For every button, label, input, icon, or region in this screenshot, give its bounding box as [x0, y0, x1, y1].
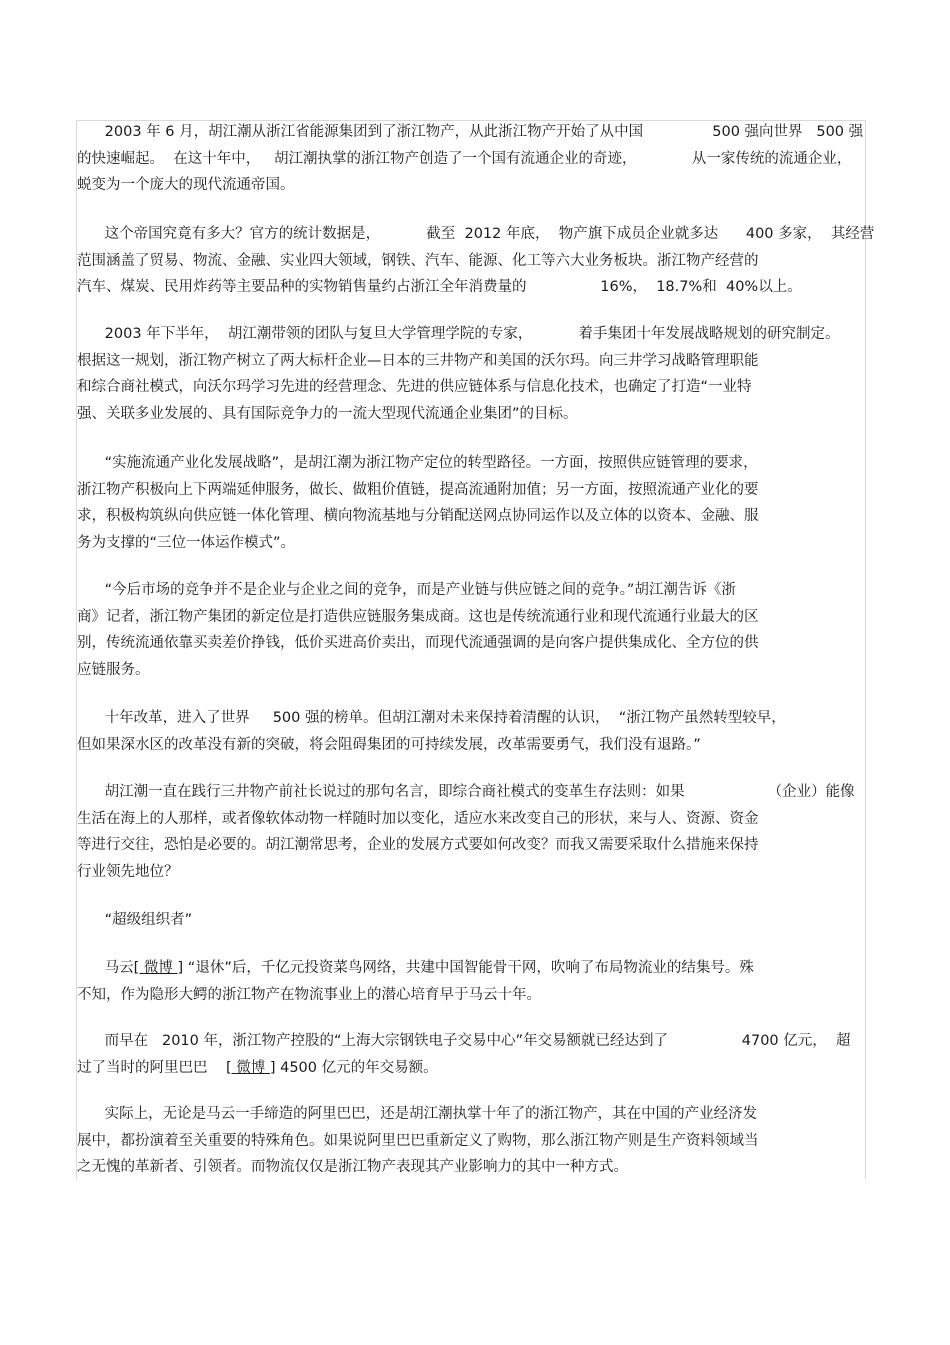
text-line: 这个帝国究竟有多大？官方的统计数据是， 截至 2012 年底， 物产旗下成员企业就多达 400 多家， 其经营 — [77, 226, 875, 242]
text-line: “今后市场的竞争并不是企业与企业之间的竞争，而是产业链与供应链之间的竞争。”胡江潮告诉《浙 — [77, 582, 736, 598]
paragraph-6 — [77, 705, 797, 758]
text-line: 根据这一规划，浙江物产树立了两大标杆企业—日本的三井物产和美国的沃尔玛。向三井学习战略管理职能 — [77, 352, 759, 369]
text-line: 生活在海上的人那样，或者像软体动物一样随时加以变化，适应水来改变自己的形状，来与人、资源、资金 — [77, 810, 759, 827]
text-line: 之无愧的革新者、引领者。而物流仅仅是浙江物产表现其产业影响力的其中一种方式。 — [77, 1159, 628, 1175]
text-line: 强、关联多业发展的、具有国际竞争力的一流大型现代流通企业集团”的目标。 — [77, 405, 578, 422]
text-line — [77, 955, 797, 982]
text-line: 实际上，无论是马云一手缔造的阿里巴巴，还是胡江潮执掌十年了的浙江物产，其在中国的产业经济发 — [77, 1106, 758, 1122]
paragraph-2 — [77, 221, 875, 301]
text-segment: 4500 亿元的年交易额。 — [275, 1059, 438, 1076]
section-heading — [77, 907, 797, 934]
text-line: 2003 年下半年， 胡江潮带领的团队与复旦大学管理学院的专家， 着手集团十年发展战略规划的研究制定。 — [77, 326, 840, 342]
text-line — [77, 1055, 863, 1082]
text-line: 2003 年 6 月，胡江潮从浙江省能源集团到了浙江物产，从此浙江物产开始了从中国 500 强向世界 500 强 — [77, 124, 864, 140]
text-line: 务为支撑的“三位一体运作模式”。 — [77, 534, 296, 551]
paragraph-1 — [77, 119, 863, 199]
text-segment: “退休”后，千亿元投资菜鸟网络，共建中国智能骨干网，吹响了布局物流业的结集号。殊 — [183, 960, 754, 976]
text-line: 展中，都扮演着至关重要的特殊角色。如果说阿里巴巴重新定义了购物，那么浙江物产则是生产资料领域当 — [77, 1132, 759, 1149]
text-segment: 马云 — [77, 960, 134, 976]
text-segment: 过了当时的阿里巴巴 — [77, 1059, 226, 1076]
text-line: 胡江潮一直在践行三井物产前社长说过的那句名言，即综合商社模式的变革生存法则：如果 （企业）能像 — [77, 784, 855, 800]
text-line: 而早在 2010 年，浙江物产控股的“上海大宗钢铁电子交易中心”年交易额就已经达到了 4700 亿元， 超 — [77, 1033, 851, 1049]
text-line: 和综合商社模式，向沃尔玛学习先进的经营理念、先进的供应链体系与信息化技术，也确定了打造“一业特 — [77, 379, 752, 395]
text-line: 别，传统流通依靠买卖差价挣钱，低价买进高价卖出，而现代流通强调的是向客户提供集成化、全方位的供 — [77, 635, 759, 651]
text-line: 但如果深水区的改革没有新的突破，将会阻碍集团的可持续发展，改革需要勇气，我们没有退路。” — [77, 736, 701, 753]
section-heading-text: “超级组织者” — [77, 912, 193, 928]
text-line: “实施流通产业化发展战略”，是胡江潮为浙江物产定位的转型路径。一方面，按照供应链管理的要求， — [77, 455, 758, 471]
text-line: 等进行交往，恐怕是必要的。胡江潮常思考，企业的发展方式要如何改变？而我又需要采取什么措施来保持 — [77, 837, 759, 853]
text-line: 汽车、煤炭、民用炸药等主要品种的实物销售量约占浙江全年消费量的 16%， 18.7%和 40%以上。 — [77, 279, 802, 295]
text-line: 的快速崛起。 在这十年中， 胡江潮执掌的浙江物产创造了一个国有流通企业的奇迹， 从一家传统的流通企业， — [77, 150, 852, 167]
text-line: 求，积极构筑纵向供应链一体化管理、横向物流基地与分销配送网点协同运作以及立体的以资本、金融、服 — [77, 508, 759, 524]
paragraph-10 — [77, 1028, 863, 1081]
paragraph-9 — [77, 955, 797, 1008]
text-line: 浙江物产积极向上下两端延伸服务，做长、做粗价值链，提高流通附加值；另一方面，按照流通产业化的要 — [77, 481, 759, 498]
paragraph-4 — [77, 450, 797, 556]
paragraph-11 — [77, 1101, 797, 1181]
paragraph-7 — [77, 779, 863, 885]
text-line: 应链服务。 — [77, 661, 150, 678]
text-line: 范围涵盖了贸易、物流、金融、实业四大领域，钢铁、汽车、能源、化工等六大业务板块。浙江物产经营的 — [77, 252, 759, 269]
weibo-link[interactable]: [ 微博 ] — [225, 1059, 276, 1076]
text-line: 十年改革，进入了世界 500 强的榜单。但胡江潮对未来保持着清醒的认识， “浙江物产虽然转型较早， — [77, 710, 786, 726]
text-line: 不知，作为隐形大鳄的浙江物产在物流事业上的潜心培育早于马云十年。 — [77, 986, 541, 1003]
text-line: 商》记者，浙江物产集团的新定位是打造供应链服务集成商。这也是传统流通行业和现代流通行业最大的区 — [77, 608, 759, 625]
weibo-link[interactable]: [ 微博 ] — [133, 960, 184, 976]
paragraph-5 — [77, 577, 797, 683]
paragraph-3 — [77, 321, 863, 427]
text-line: 行业领先地位？ — [77, 863, 179, 880]
text-line: 蜕变为一个庞大的现代流通帝国。 — [77, 177, 295, 193]
